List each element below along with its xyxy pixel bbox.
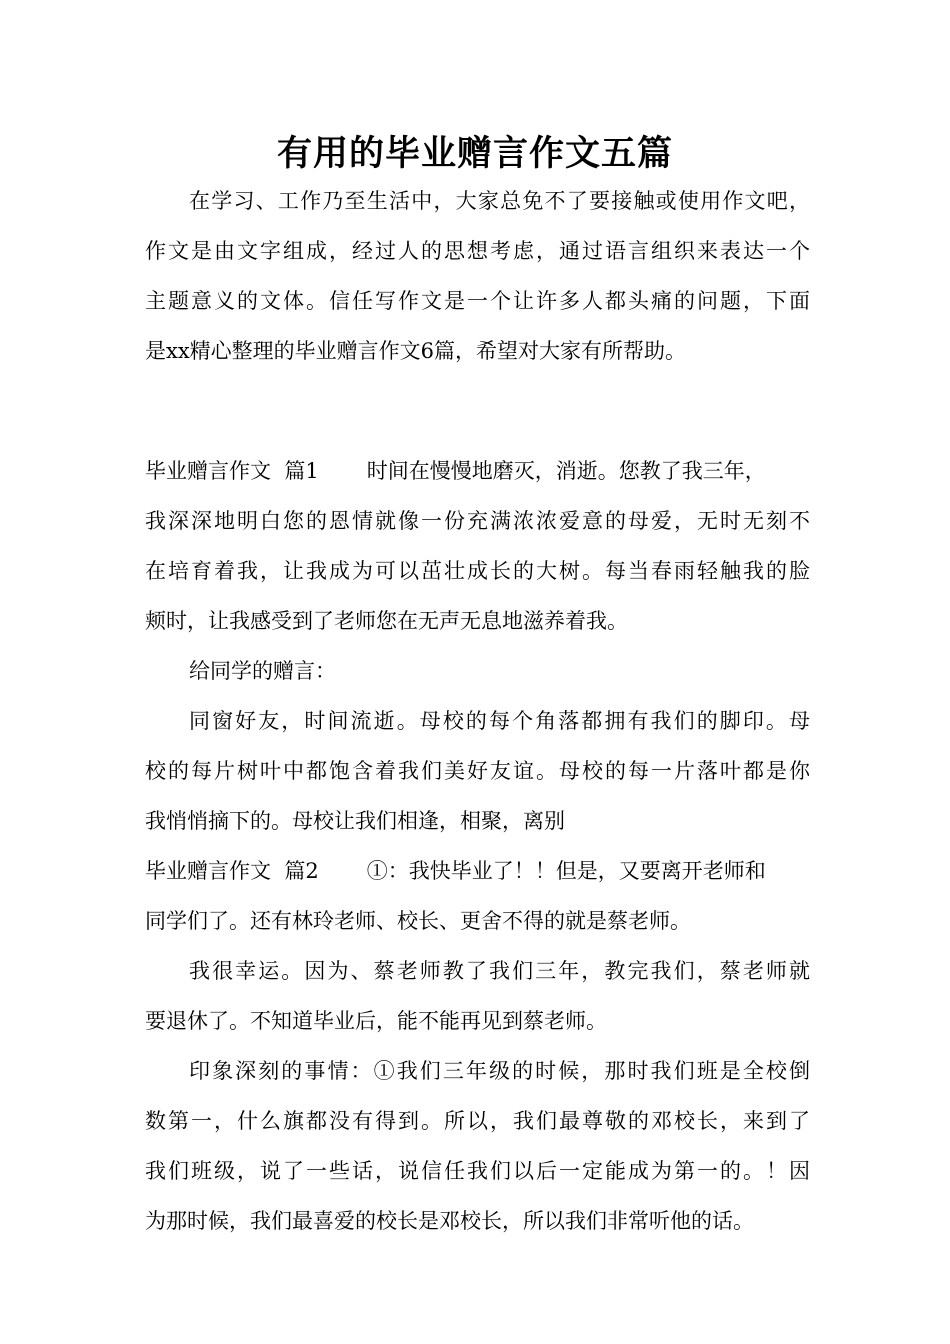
intro-line-4: 是xx精心整理的毕业赠言作文6篇，希望对大家有所帮助。	[145, 339, 687, 363]
section2-para3-line-2: 数第一，什么旗都没有得到。所以，我们最尊敬的邓校长，来到了	[145, 1109, 810, 1133]
section2-para2-line-2: 要退休了。不知道毕业后，能不能再见到蔡老师。	[145, 1009, 607, 1033]
section2-para3-line-3: 我们班级，说了一些话，说信任我们以后一定能成为第一的。！因	[145, 1159, 810, 1183]
section1-subheading: 给同学的赠言：	[189, 659, 336, 683]
section1-first-line: 时间在慢慢地磨灭，消逝。您教了我三年，	[366, 459, 766, 483]
intro-line-1: 在学习、工作乃至生活中，大家总免不了要接触或使用作文吧，	[189, 189, 810, 213]
section2-para3-line-4: 为那时候，我们最喜爱的校长是邓校长，所以我们非常听他的话。	[145, 1209, 754, 1233]
section1-heading: 毕业赠言作文 篇1	[145, 459, 319, 483]
section1-para2-line-2: 校的每片树叶中都饱含着我们美好友谊。母校的每一片落叶都是你	[145, 759, 810, 783]
section2-heading: 毕业赠言作文 篇2	[145, 859, 319, 883]
section2-heading-line	[145, 846, 810, 896]
document-body	[145, 176, 810, 1246]
section1-para2-line-3: 我悄悄摘下的。母校让我们相逢，相聚，离别	[145, 809, 565, 833]
section2-para2-line-1: 我很幸运。因为、蔡老师教了我们三年，教完我们，蔡老师就	[189, 959, 810, 983]
section2-para3-line-1: 印象深刻的事情：①我们三年级的时候，那时我们班是全校倒	[189, 1059, 810, 1083]
section1-heading-line	[145, 446, 810, 496]
section1-line-2: 我深深地明白您的恩情就像一份充满浓浓爱意的母爱，无时无刻不	[145, 509, 810, 533]
section1-para2-line-1: 同窗好友，时间流逝。母校的每个角落都拥有我们的脚印。母	[189, 709, 810, 733]
document-title: 有用的毕业赠言作文五篇	[276, 134, 673, 174]
paragraph-gap	[145, 376, 810, 446]
section2-first-line: ①：我快毕业了！！但是，又要离开老师和	[366, 859, 766, 883]
intro-line-2: 作文是由文字组成，经过人的思想考虑，通过语言组织来表达一个	[145, 239, 810, 263]
intro-line-3: 主题意义的文体。信任写作文是一个让许多人都头痛的问题，下面	[145, 289, 810, 313]
section1-line-4: 颊时，让我感受到了老师您在无声无息地滋养着我。	[145, 609, 628, 633]
section1-line-3: 在培育着我，让我成为可以茁壮成长的大树。每当春雨轻触我的脸	[145, 559, 810, 583]
section2-line-2: 同学们了。还有林玲老师、校长、更舍不得的就是蔡老师。	[145, 909, 691, 933]
